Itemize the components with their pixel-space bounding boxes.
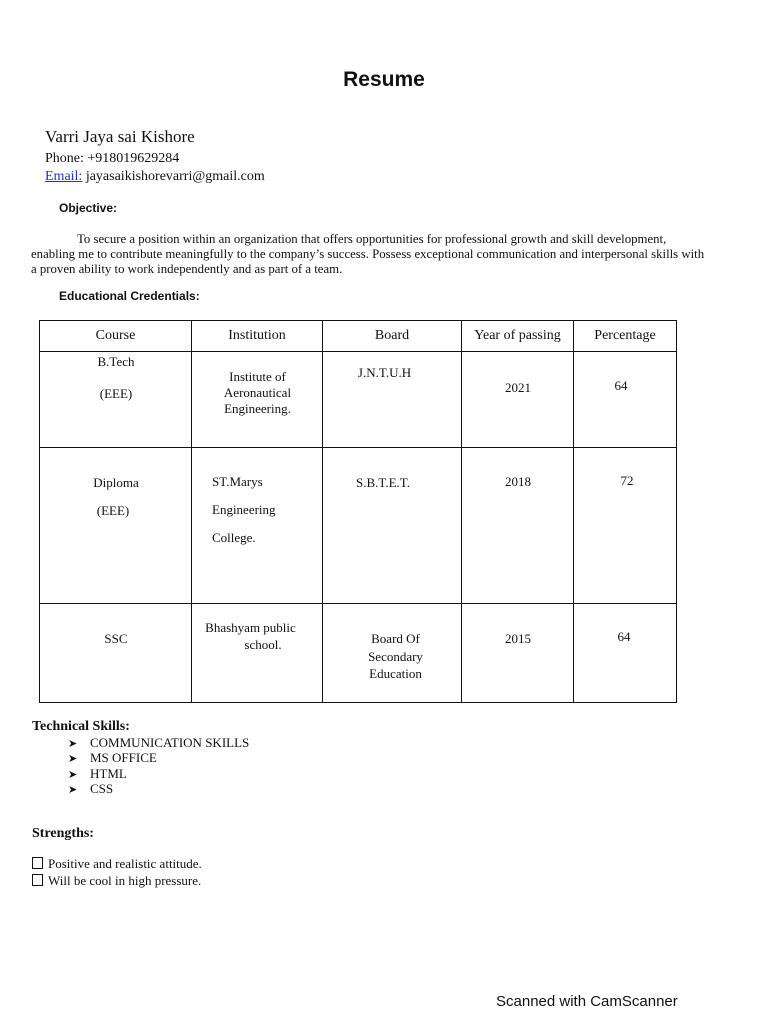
square-bullet-icon — [32, 857, 43, 869]
list-item: ➤ COMMUNICATION SKILLS — [68, 735, 250, 750]
arrow-bullet-icon: ➤ — [68, 767, 78, 781]
table-header-row — [40, 321, 677, 352]
course-line: (EEE) — [99, 386, 133, 401]
institution-line: Aeronautical — [223, 385, 292, 400]
strengths-list — [32, 856, 202, 889]
table-row — [40, 448, 677, 604]
technical-skills-list — [68, 735, 249, 796]
year-value: 2015 — [505, 631, 531, 646]
board-line: Education — [369, 666, 422, 681]
board-line: Board Of — [371, 631, 420, 646]
list-item: Positive and realistic attitude. — [32, 856, 202, 873]
course-line: (EEE) — [96, 503, 130, 518]
phone-number: Phone: +918019629284 — [45, 151, 180, 166]
objective-heading: Objective: — [59, 201, 118, 215]
table-row — [40, 352, 677, 448]
page-title: Resume — [343, 68, 425, 91]
board-line: Secondary — [368, 649, 423, 664]
column-header-institution: Institution — [192, 321, 323, 352]
objective-line-2: enabling me to contribute meaningfully to the company’s success. Possess exceptional communication and interpersonal skills with — [31, 247, 705, 261]
institution-line: Engineering — [212, 502, 276, 517]
institution-line: Bhashyam public — [205, 620, 296, 635]
table-row — [40, 604, 677, 703]
email-line — [45, 169, 265, 185]
column-header-course: Course — [40, 321, 192, 352]
column-header-percentage: Percentage — [574, 321, 677, 352]
arrow-bullet-icon: ➤ — [68, 752, 78, 766]
column-header-year: Year of passing — [462, 321, 574, 352]
arrow-bullet-icon: ➤ — [68, 782, 78, 796]
course-line: Diploma — [93, 475, 139, 490]
education-table — [39, 320, 677, 703]
education-heading: Educational Credentials: — [59, 289, 200, 303]
strengths-heading: Strengths: — [32, 826, 94, 841]
objective-line-1: To secure a position within an organization that offers opportunities for professional growth and skill development, — [77, 232, 667, 246]
list-item: ➤ HTML — [68, 765, 127, 781]
institution-line: College. — [212, 530, 256, 545]
square-bullet-icon — [32, 874, 43, 886]
email-address: jayasaikishorevarri@gmail.com — [82, 169, 265, 184]
board-line: S.B.T.E.T. — [355, 475, 411, 490]
objective-text — [31, 232, 763, 277]
list-item: Will be cool in high pressure. — [32, 873, 202, 890]
year-value: 2021 — [505, 380, 531, 395]
percentage-value: 72 — [620, 473, 634, 488]
percentage-value: 64 — [617, 629, 631, 644]
percentage-value: 64 — [614, 378, 628, 393]
institution-line: school. — [244, 637, 282, 652]
board-line: J.N.T.U.H — [357, 365, 412, 380]
institution-line: Institute of — [229, 369, 286, 384]
institution-line: ST.Marys — [212, 474, 263, 489]
course-line: B.Tech — [97, 354, 135, 369]
institution-line: Engineering. — [224, 401, 291, 416]
year-value: 2018 — [505, 474, 531, 489]
course-line: SSC — [104, 631, 128, 646]
arrow-bullet-icon: ➤ — [68, 737, 78, 750]
email-link[interactable]: Email: — [45, 169, 83, 184]
column-header-board: Board — [323, 321, 462, 352]
technical-skills-heading: Technical Skills: — [32, 719, 130, 734]
candidate-name: Varri Jaya sai Kishore — [45, 127, 195, 146]
list-item: ➤ CSS — [68, 780, 114, 796]
scanner-watermark: Scanned with CamScanner — [496, 993, 678, 1010]
list-item: ➤ MS OFFICE — [68, 750, 157, 766]
objective-line-3: a proven ability to work independently and as part of a team. — [31, 262, 343, 276]
